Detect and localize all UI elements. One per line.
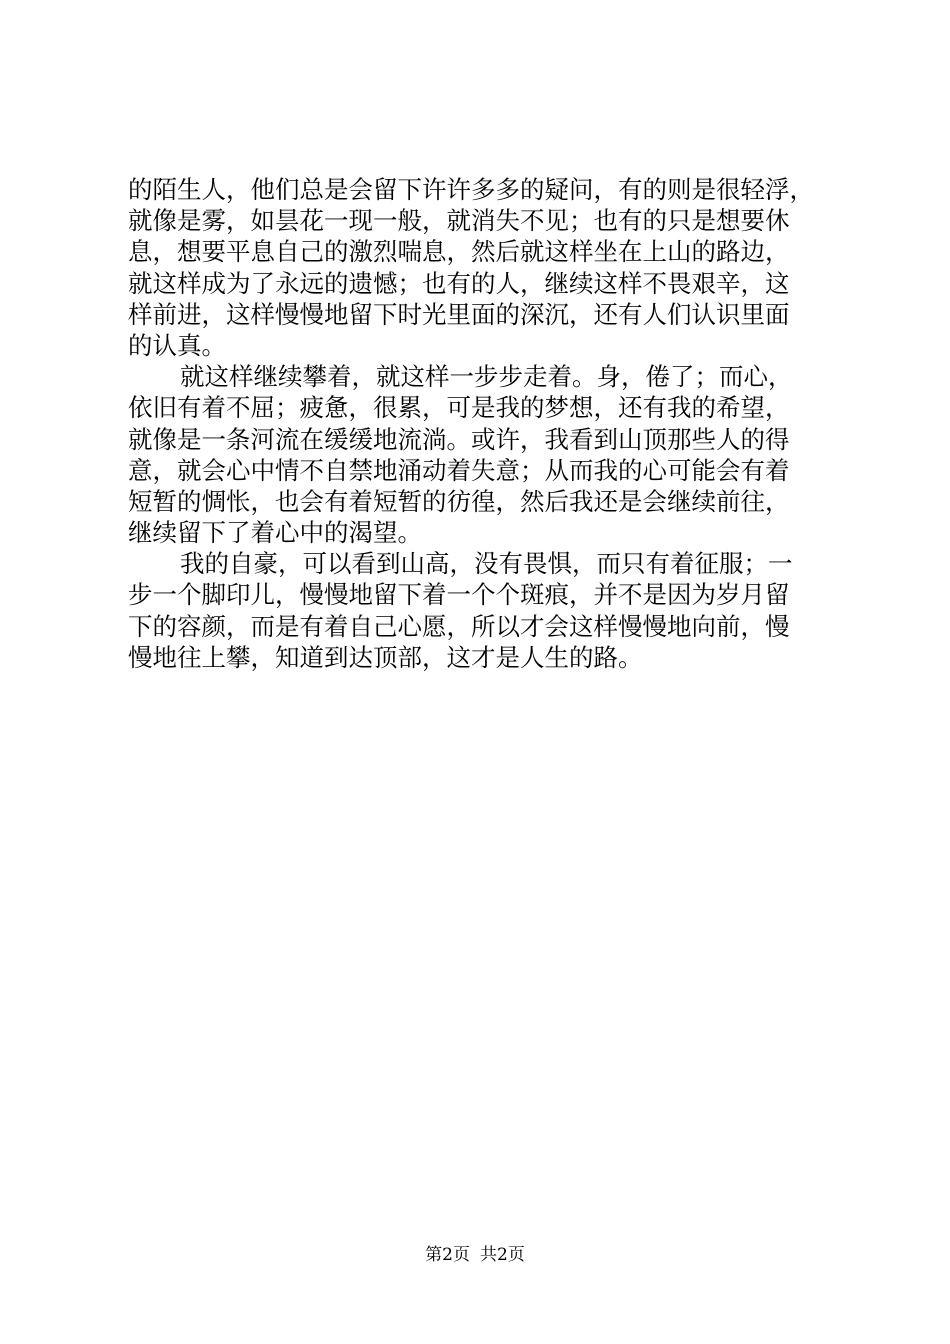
page-footer xyxy=(0,1244,950,1266)
text-line: 短暂的惆怅，也会有着短暂的彷徨，然后我还是会继续前往， xyxy=(128,486,790,516)
text-line: 样前进，这样慢慢地留下时光里面的深沉，还有人们认识里面 xyxy=(128,299,790,329)
text-line: 依旧有着不屈；疲惫，很累，可是我的梦想，还有我的希望， xyxy=(128,393,790,423)
document-body xyxy=(128,174,828,673)
text-line: 的陌生人，他们总是会留下许许多多的疑问，有的则是很轻浮， xyxy=(128,175,814,204)
text-line: 意，就会心中情不自禁地涌动着失意；从而我的心可能会有着 xyxy=(128,455,790,485)
text-line: 的认真。 xyxy=(128,330,226,360)
text-line: 就像是雾，如昙花一现一般，就消失不见；也有的只是想要休 xyxy=(128,206,790,236)
page-number-current: 第2页 xyxy=(425,1245,470,1265)
text-line: 慢地往上攀，知道到达顶部，这才是人生的路。 xyxy=(128,642,643,672)
paragraph-first-line: 我的自豪，可以看到山高，没有畏惧，而只有着征服；一 xyxy=(180,549,793,579)
page-number-total: 共2页 xyxy=(480,1245,525,1265)
paragraph-first-line: 就这样继续攀着，就这样一步步走着。身，倦了；而心， xyxy=(180,362,793,392)
text-line: 就像是一条河流在缓缓地流淌。或许，我看到山顶那些人的得 xyxy=(128,424,790,454)
text-line: 步一个脚印儿，慢慢地留下着一个个斑痕，并不是因为岁月留 xyxy=(128,580,790,610)
text-line: 继续留下了着心中的渴望。 xyxy=(128,518,422,548)
text-line: 下的容颜，而是有着自己心愿，所以才会这样慢慢地向前，慢 xyxy=(128,611,790,641)
text-line: 就这样成为了永远的遗憾；也有的人，继续这样不畏艰辛，这 xyxy=(128,268,790,298)
text-line: 息，想要平息自己的激烈喘息，然后就这样坐在上山的路边， xyxy=(128,237,790,267)
